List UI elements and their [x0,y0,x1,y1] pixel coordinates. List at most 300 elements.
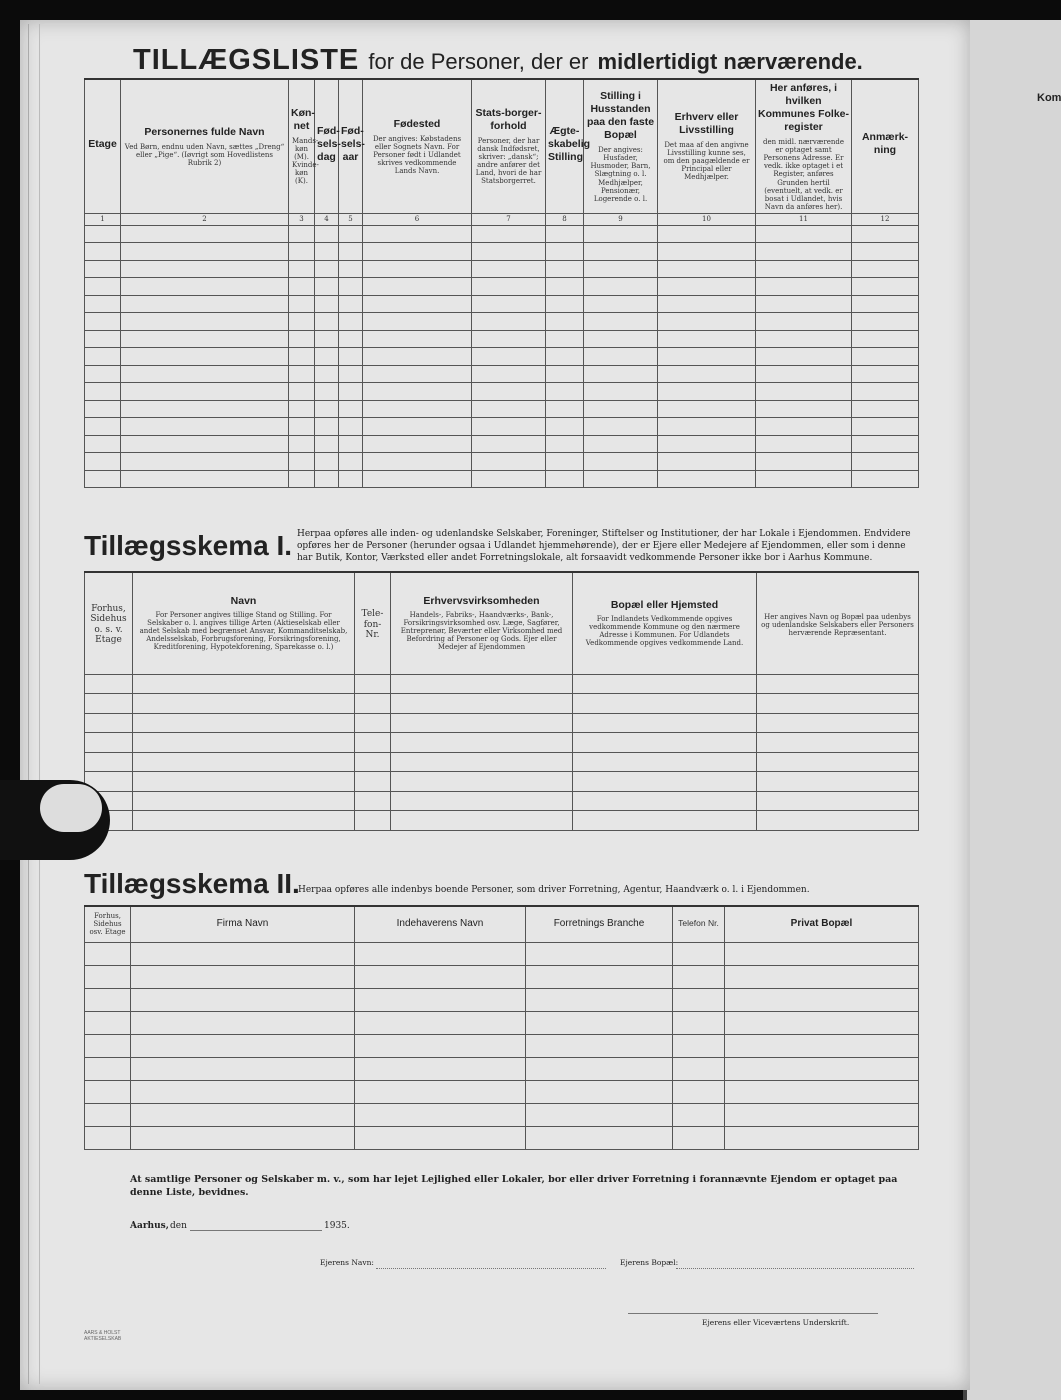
skema1-cell[interactable] [391,752,573,772]
tillaegsliste-cell[interactable] [852,295,919,313]
tillaegsliste-cell[interactable] [658,225,756,243]
tillaegsliste-cell[interactable] [584,260,658,278]
tillaegsliste-cell[interactable] [756,470,852,488]
tillaegsliste-cell[interactable] [121,470,289,488]
tillaegsliste-cell[interactable] [339,278,363,296]
tillaegsliste-cell[interactable] [852,470,919,488]
skema1-table [84,571,919,831]
tillaegsliste-cell[interactable] [339,418,363,436]
tillaegsliste-cell[interactable] [121,260,289,278]
tillaegsliste-col-title: Anmærk-ning [861,131,909,157]
skema1-cell[interactable] [355,791,391,811]
tillaegsliste-cell[interactable] [546,278,584,296]
tillaegsliste-cell[interactable] [339,365,363,383]
skema1-cell[interactable] [85,733,133,753]
tillaegsliste-cell[interactable] [289,313,315,331]
tillaegsliste-cell[interactable] [363,470,472,488]
tillaegsliste-cell[interactable] [472,365,546,383]
tillaegsliste-cell[interactable] [756,400,852,418]
tillaegsliste-cell[interactable] [339,400,363,418]
skema1-cell[interactable] [573,772,757,792]
skema2-cell[interactable] [85,1034,131,1057]
tillaegsliste-cell[interactable] [584,348,658,366]
skema2-cell[interactable] [725,965,919,988]
tillaegsliste-cell[interactable] [339,260,363,278]
tillaegsliste-cell[interactable] [315,225,339,243]
tillaegsliste-cell[interactable] [658,383,756,401]
tillaegsliste-cell[interactable] [852,260,919,278]
skema2-cell[interactable] [85,1103,131,1126]
tillaegsliste-cell[interactable] [852,348,919,366]
skema1-cell[interactable] [355,752,391,772]
tillaegsliste-cell[interactable] [472,243,546,261]
tillaegsliste-row [85,260,919,278]
tillaegsliste-cell[interactable] [472,470,546,488]
tillaegsliste-cell[interactable] [85,453,121,471]
tillaegsliste-cell[interactable] [363,278,472,296]
owner-name-line[interactable] [376,1268,606,1269]
tillaegsliste-cell[interactable] [756,225,852,243]
skema1-cell[interactable] [133,694,355,714]
tillaegsliste-cell[interactable] [852,365,919,383]
skema2-cell[interactable] [355,1080,526,1103]
skema1-cell[interactable] [133,733,355,753]
tillaegsliste-cell[interactable] [363,453,472,471]
tillaegsliste-cell[interactable] [121,243,289,261]
tillaegsliste-cell[interactable] [584,243,658,261]
tillaegsliste-cell[interactable] [85,400,121,418]
tillaegsliste-cell[interactable] [289,278,315,296]
tillaegsliste-cell[interactable] [289,435,315,453]
skema1-cell[interactable] [133,713,355,733]
skema1-cell[interactable] [391,811,573,831]
tillaegsliste-cell[interactable] [85,383,121,401]
tillaegsliste-cell[interactable] [121,383,289,401]
skema2-cell[interactable] [673,1080,725,1103]
tillaegsliste-cell[interactable] [658,453,756,471]
tillaegsliste-cell[interactable] [584,365,658,383]
tillaegsliste-col-title: Stilling i Husstanden paa den faste Bopæl [586,89,655,142]
tillaegsliste-cell[interactable] [658,260,756,278]
tillaegsliste-cell[interactable] [658,400,756,418]
tillaegsliste-cell[interactable] [289,330,315,348]
tillaegsliste-cell[interactable] [363,365,472,383]
tillaegsliste-cell[interactable] [85,260,121,278]
skema2-cell[interactable] [131,1103,355,1126]
skema1-cell[interactable] [573,733,757,753]
tillaegsliste-cell[interactable] [315,453,339,471]
skema1-cell[interactable] [133,811,355,831]
tillaegsliste-cell[interactable] [363,383,472,401]
tillaegsliste-cell[interactable] [852,453,919,471]
tillaegsliste-cell[interactable] [546,348,584,366]
tillaegsliste-cell[interactable] [852,278,919,296]
tillaegsliste-cell[interactable] [546,330,584,348]
skema2-cell[interactable] [725,942,919,965]
tillaegsliste-cell[interactable] [289,383,315,401]
tillaegsliste-cell[interactable] [315,260,339,278]
skema2-cell[interactable] [85,965,131,988]
tillaegsliste-cell[interactable] [339,225,363,243]
tillaegsliste-cell[interactable] [584,295,658,313]
skema1-cell[interactable] [355,733,391,753]
skema2-cell[interactable] [725,1126,919,1149]
signature-line[interactable] [628,1313,878,1314]
skema2-cell[interactable] [725,1034,919,1057]
tillaegsliste-cell[interactable] [584,330,658,348]
tillaegsliste-cell[interactable] [546,313,584,331]
tillaegsliste-cell[interactable] [85,243,121,261]
skema1-cell[interactable] [391,791,573,811]
tillaegsliste-cell[interactable] [121,295,289,313]
tillaegsliste-cell[interactable] [472,383,546,401]
skema2-cell[interactable] [673,1034,725,1057]
tillaegsliste-cell[interactable] [546,243,584,261]
tillaegsliste-cell[interactable] [121,453,289,471]
skema2-cell[interactable] [673,965,725,988]
tillaegsliste-cell[interactable] [756,243,852,261]
tillaegsliste-cell[interactable] [289,453,315,471]
tillaegsliste-col-title: Erhverv eller Livsstilling [674,111,739,137]
tillaegsliste-cell[interactable] [363,313,472,331]
tillaegsliste-cell[interactable] [852,383,919,401]
tillaegsliste-cell[interactable] [121,418,289,436]
skema2-cell[interactable] [85,1057,131,1080]
tillaegsliste-cell[interactable] [121,225,289,243]
tillaegsliste-cell[interactable] [852,243,919,261]
tillaegsliste-cell[interactable] [289,243,315,261]
tillaegsliste-cell[interactable] [289,225,315,243]
tillaegsliste-cell[interactable] [472,278,546,296]
skema2-cell[interactable] [85,1126,131,1149]
skema2-cell[interactable] [673,1126,725,1149]
tillaegsliste-col-desc: Der angives: Husfader, Husmoder, Barn, Slægtning o. l. Medhjælper, Pensionær, Logerende o. l. [590,146,651,203]
skema1-cell[interactable] [391,694,573,714]
tillaegsliste-cell[interactable] [121,400,289,418]
tillaegsliste-cell[interactable] [584,383,658,401]
skema2-cell[interactable] [131,1080,355,1103]
skema2-cell[interactable] [131,1034,355,1057]
tillaegsliste-cell[interactable] [472,313,546,331]
tillaegsliste-cell[interactable] [546,260,584,278]
tillaegsliste-cell[interactable] [658,330,756,348]
tillaegsliste-cell[interactable] [756,330,852,348]
tillaegsliste-cell[interactable] [658,365,756,383]
tillaegsliste-cell[interactable] [852,313,919,331]
tillaegsliste-cell[interactable] [584,470,658,488]
tillaegsliste-cell[interactable] [363,295,472,313]
skema2-cell[interactable] [673,1011,725,1034]
tillaegsliste-cell[interactable] [121,330,289,348]
skema1-cell[interactable] [85,674,133,694]
skema2-col-4-header [526,906,673,942]
tillaegsliste-cell[interactable] [658,295,756,313]
tillaegsliste-cell[interactable] [315,243,339,261]
skema1-cell[interactable] [573,674,757,694]
tillaegsliste-cell[interactable] [121,313,289,331]
tillaegsliste-cell[interactable] [472,225,546,243]
tillaegsliste-cell[interactable] [85,418,121,436]
tillaegsliste-cell[interactable] [658,418,756,436]
tillaegsliste-cell[interactable] [584,313,658,331]
tillaegsliste-cell[interactable] [584,225,658,243]
skema2-cell[interactable] [131,988,355,1011]
skema2-cell[interactable] [526,1080,673,1103]
skema2-cell[interactable] [85,1080,131,1103]
tillaegsliste-cell[interactable] [658,348,756,366]
tillaegsliste-cell[interactable] [852,435,919,453]
tillaegsliste-cell[interactable] [339,470,363,488]
tillaegsliste-cell[interactable] [756,260,852,278]
tillaegsliste-cell[interactable] [546,418,584,436]
tillaegsliste-cell[interactable] [315,295,339,313]
tillaegsliste-cell[interactable] [315,348,339,366]
tillaegsliste-cell[interactable] [315,330,339,348]
tillaegsliste-cell[interactable] [756,365,852,383]
skema1-cell[interactable] [355,713,391,733]
tillaegsliste-cell[interactable] [289,470,315,488]
tillaegsliste-cell[interactable] [472,418,546,436]
tillaegsliste-cell[interactable] [289,400,315,418]
tillaegsliste-cell[interactable] [289,418,315,436]
skema2-cell[interactable] [526,965,673,988]
tillaegsliste-cell[interactable] [121,365,289,383]
tillaegsliste-cell[interactable] [472,295,546,313]
tillaegsliste-cell[interactable] [315,435,339,453]
tillaegsliste-cell[interactable] [315,313,339,331]
tillaegsliste-cell[interactable] [363,418,472,436]
tillaegsliste-cell[interactable] [339,453,363,471]
skema1-cell[interactable] [573,713,757,733]
skema1-cell[interactable] [85,713,133,733]
tillaegsliste-cell[interactable] [584,435,658,453]
tillaegsliste-cell[interactable] [339,383,363,401]
tillaegsliste-cell[interactable] [472,260,546,278]
skema2-cell[interactable] [355,1126,526,1149]
tillaegsliste-cell[interactable] [756,418,852,436]
skema1-cell[interactable] [757,694,919,714]
skema2-cell[interactable] [355,965,526,988]
skema2-cell[interactable] [725,1080,919,1103]
tillaegsliste-cell[interactable] [339,330,363,348]
tillaegsliste-cell[interactable] [472,435,546,453]
skema1-cell[interactable] [573,694,757,714]
skema2-row [85,1126,919,1149]
tillaegsliste-cell[interactable] [546,400,584,418]
tillaegsliste-cell[interactable] [756,295,852,313]
skema2-cell[interactable] [673,942,725,965]
tillaegsliste-cell[interactable] [85,313,121,331]
skema2-cell[interactable] [725,1103,919,1126]
tillaegsliste-cell[interactable] [85,435,121,453]
skema1-cell[interactable] [391,713,573,733]
tillaegsliste-cell[interactable] [546,470,584,488]
tillaegsliste-cell[interactable] [85,278,121,296]
skema1-cell[interactable] [757,772,919,792]
skema2-cell[interactable] [355,1103,526,1126]
skema2-cell[interactable] [526,942,673,965]
tillaegsliste-cell[interactable] [658,278,756,296]
tillaegsliste-cell[interactable] [658,435,756,453]
skema1-cell[interactable] [573,811,757,831]
skema1-cell[interactable] [355,694,391,714]
tillaegsliste-col-6-header [363,79,472,213]
skema2-cell[interactable] [725,1057,919,1080]
tillaegsliste-cell[interactable] [584,400,658,418]
skema2-cell[interactable] [673,988,725,1011]
tillaegsliste-cell[interactable] [756,383,852,401]
skema2-cell[interactable] [526,1011,673,1034]
tillaegsliste-row [85,365,919,383]
skema1-cell[interactable] [133,674,355,694]
skema2-cell[interactable] [526,1057,673,1080]
skema2-cell[interactable] [725,988,919,1011]
skema2-cell[interactable] [355,1034,526,1057]
tillaegsliste-cell[interactable] [852,330,919,348]
tillaegsliste-cell[interactable] [339,295,363,313]
tillaegsliste-cell[interactable] [363,435,472,453]
tillaegsliste-cell[interactable] [339,348,363,366]
tillaegsliste-cell[interactable] [339,313,363,331]
skema1-cell[interactable] [757,733,919,753]
skema2-cell[interactable] [673,1057,725,1080]
tillaegsliste-cell[interactable] [363,330,472,348]
tillaegsliste-cell[interactable] [121,348,289,366]
tillaegsliste-cell[interactable] [289,260,315,278]
tillaegsliste-cell[interactable] [85,365,121,383]
skema2-cell[interactable] [131,1011,355,1034]
tillaegsliste-cell[interactable] [85,330,121,348]
skema2-col-1-header [85,906,131,942]
tillaegsliste-cell[interactable] [658,243,756,261]
tillaegsliste-cell[interactable] [472,330,546,348]
tillaegsliste-cell[interactable] [546,225,584,243]
skema2-cell[interactable] [526,988,673,1011]
tillaegsliste-cell[interactable] [85,225,121,243]
tillaegsliste-cell[interactable] [584,453,658,471]
skema1-row [85,811,919,831]
tillaegsliste-cell[interactable] [852,400,919,418]
tillaegsliste-cell[interactable] [546,383,584,401]
tillaegsliste-cell[interactable] [289,365,315,383]
tillaegsliste-cell[interactable] [363,260,472,278]
tillaegsliste-cell[interactable] [756,278,852,296]
skema2-cell[interactable] [355,1057,526,1080]
tillaegsliste-cell[interactable] [315,383,339,401]
skema1-cell[interactable] [391,772,573,792]
tillaegsliste-cell[interactable] [756,453,852,471]
skema1-cell[interactable] [133,772,355,792]
skema1-cell[interactable] [391,674,573,694]
tillaegsliste-cell[interactable] [852,225,919,243]
skema2-cell[interactable] [355,942,526,965]
tillaegsliste-cell[interactable] [85,295,121,313]
tillaegsliste-cell[interactable] [756,348,852,366]
skema1-cell[interactable] [757,674,919,694]
skema2-note: Herpaa opføres alle indenbys boende Personer, som driver Forretning, Agentur, Haandværk o. l. i Ejendommen. [298,885,810,895]
tillaegsliste-cell[interactable] [85,348,121,366]
skema1-row [85,694,919,714]
skema1-cell[interactable] [355,772,391,792]
tillaegsliste-cell[interactable] [85,470,121,488]
skema1-cell[interactable] [133,752,355,772]
tillaegsliste-cell[interactable] [756,435,852,453]
tillaegsliste-cell[interactable] [339,435,363,453]
skema1-cell[interactable] [573,791,757,811]
skema2-cell[interactable] [355,988,526,1011]
skema2-cell[interactable] [526,1103,673,1126]
skema2-cell[interactable] [85,988,131,1011]
tillaegsliste-cell[interactable] [658,470,756,488]
skema2-cell[interactable] [131,1126,355,1149]
skema1-cell[interactable] [133,791,355,811]
tillaegsliste-cell[interactable] [315,470,339,488]
skema2-cell[interactable] [85,1011,131,1034]
tillaegsliste-cell[interactable] [546,453,584,471]
tillaegsliste-cell[interactable] [472,348,546,366]
skema1-cell[interactable] [573,752,757,772]
tillaegsliste-cell[interactable] [546,435,584,453]
skema1-cell[interactable] [757,752,919,772]
tillaegsliste-cell[interactable] [363,400,472,418]
skema2-cell[interactable] [526,1126,673,1149]
skema1-cell[interactable] [355,674,391,694]
skema1-cell[interactable] [757,713,919,733]
skema1-cell[interactable] [85,694,133,714]
skema2-cell[interactable] [131,942,355,965]
tillaegsliste-cell[interactable] [315,400,339,418]
date-line[interactable] [190,1230,322,1231]
tillaegsliste-cell[interactable] [315,418,339,436]
skema1-cell[interactable] [85,752,133,772]
tillaegsliste-cell[interactable] [363,348,472,366]
tillaegsliste-cell[interactable] [472,453,546,471]
skema2-cell[interactable] [526,1034,673,1057]
tillaegsliste-cell[interactable] [546,295,584,313]
tillaegsliste-cell[interactable] [584,278,658,296]
skema1-cell[interactable] [757,811,919,831]
main-title-bold: TILLÆGSLISTE [133,44,360,76]
tillaegsliste-cell[interactable] [756,313,852,331]
skema2-cell[interactable] [131,965,355,988]
skema2-cell[interactable] [673,1103,725,1126]
tillaegsliste-cell[interactable] [289,348,315,366]
owner-address-line[interactable] [676,1268,914,1269]
tillaegsliste-cell[interactable] [315,278,339,296]
tillaegsliste-cell[interactable] [289,295,315,313]
tillaegsliste-cell[interactable] [546,365,584,383]
tillaegsliste-cell[interactable] [363,225,472,243]
tillaegsliste-cell[interactable] [584,418,658,436]
tillaegsliste-cell[interactable] [315,365,339,383]
tillaegsliste-cell[interactable] [852,418,919,436]
tillaegsliste-col-desc: Mands-køn (M). Kvinde-køn (K). [292,137,319,186]
tillaegsliste-cell[interactable] [121,435,289,453]
skema2-cell[interactable] [131,1057,355,1080]
tillaegsliste-row [85,400,919,418]
skema2-cell[interactable] [725,1011,919,1034]
skema2-cell[interactable] [355,1011,526,1034]
tillaegsliste-cell[interactable] [658,313,756,331]
skema2-cell[interactable] [85,942,131,965]
skema1-cell[interactable] [391,733,573,753]
tillaegsliste-cell[interactable] [472,400,546,418]
tillaegsliste-cell[interactable] [339,243,363,261]
skema1-cell[interactable] [757,791,919,811]
tillaegsliste-cell[interactable] [363,243,472,261]
skema1-cell[interactable] [355,811,391,831]
tillaegsliste-cell[interactable] [121,278,289,296]
